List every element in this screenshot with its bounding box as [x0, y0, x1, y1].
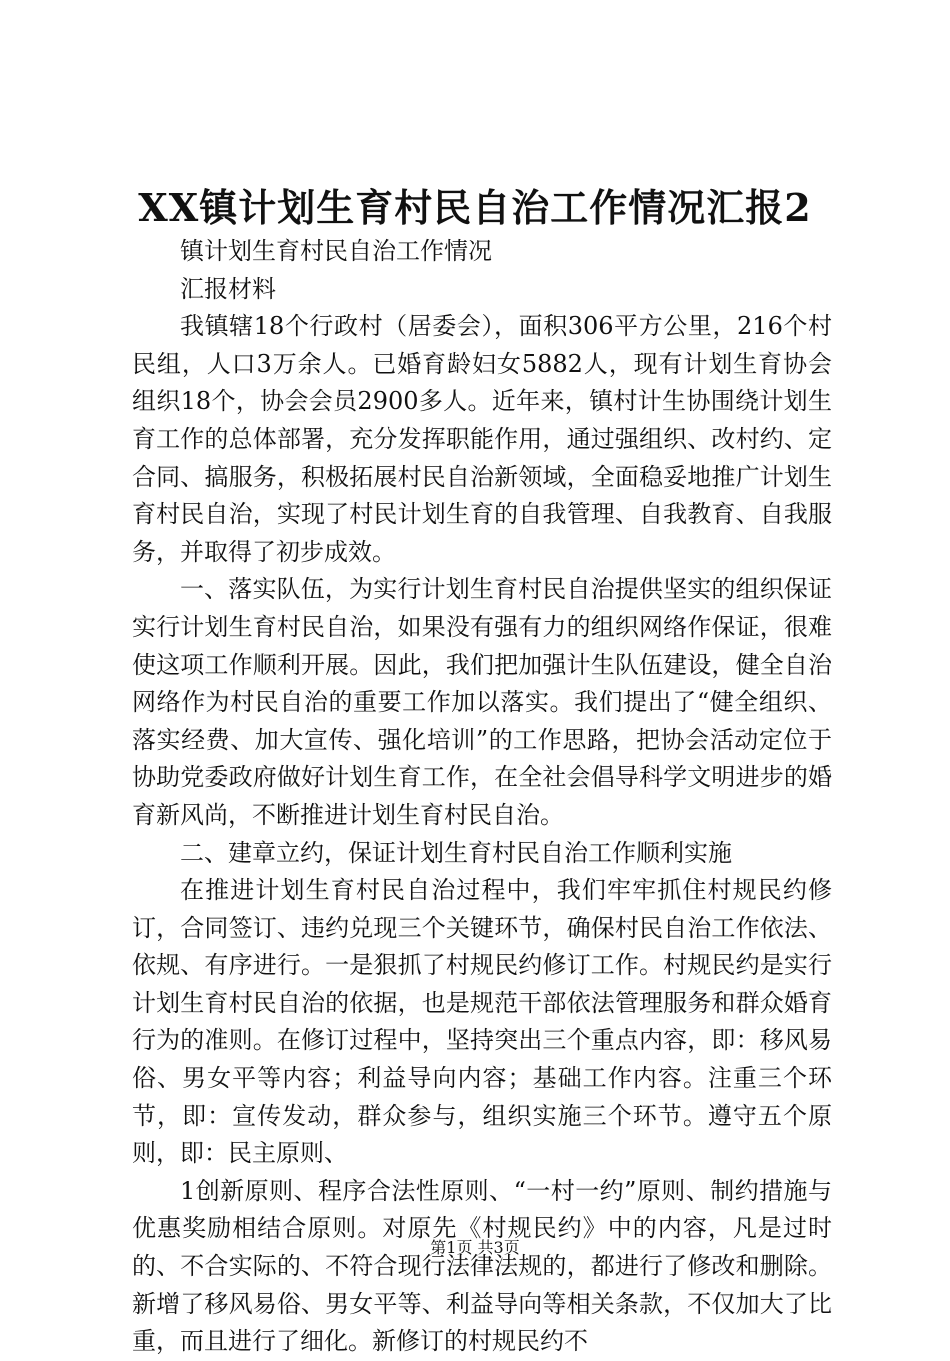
section-heading-2: 二、建章立约，保证计划生育村民自治工作顺利实施 — [180, 838, 732, 867]
subtitle-line-2: 汇报材料 — [180, 274, 276, 303]
document-body — [132, 233, 832, 1361]
subtitle-line-1: 镇计划生育村民自治工作情况 — [180, 237, 492, 265]
paragraph-section-1: 一、落实队伍，为实行计划生育村民自治提供坚实的组织保证实行计划生育村民自治，如果没有强有力的组织网络作保证，很难使这项工作顺利开展。因此，我们把加强计生队伍建设，健全自治网络作为村民自治的重要工作加以落实。我们提出了“健全组织、落实经费、加大宣传、强化培训”的工作思路，把协会活动定位于协助党委政府做好计划生育工作，在全社会倡导科学文明进步的婚育新风尚，不断推进计划生育村民自治。 — [132, 575, 832, 829]
paragraph-principles: 1创新原则、程序合法性原则、“一村一约”原则、制约措施与优惠奖励相结合原则。对原先《村规民约》中的内容，凡是过时的、不合实际的、不符合现行法律法规的，都进行了修改和删除。新增了移风易俗、男女平等、利益导向等相关条款，不仅加大了比重，而且进行了细化。新修订的村规民约不 — [132, 1176, 832, 1356]
paragraph-section-2: 在推进计划生育村民自治过程中，我们牢牢抓住村规民约修订，合同签订、违约兑现三个关键环节，确保村民自治工作依法、依规、有序进行。一是狠抓了村规民约修订工作。村规民约是实行计划生育村民自治的依据，也是规范干部依法管理服务和群众婚育行为的准则。在修订过程中，坚持突出三个重点内容，即：移风易俗、男女平等内容；利益导向内容；基础工作内容。注重三个环节，即：宣传发动，群众参与，组织实施三个环节。遵守五个原则，即：民主原则、 — [132, 876, 832, 1168]
document-title: XX镇计划生育村民自治工作情况汇报2 — [138, 185, 812, 230]
page-number-footer: 第1页 共3页 — [430, 1238, 520, 1257]
paragraph-intro: 我镇辖18个行政村（居委会），面积306平方公里，216个村民组，人口3万余人。已婚育龄妇女5882人，现有计划生育协会组织18个，协会会员2900多人。近年来，镇村计生协围绕计划生育工作的总体部署，充分发挥职能作用，通过强组织、改村约、定合同、搞服务，积极拓展村民自治新领域，全面稳妥地推广计划生育村民自治，实现了村民计划生育的自我管理、自我教育、自我服务，并取得了初步成效。 — [132, 312, 832, 566]
